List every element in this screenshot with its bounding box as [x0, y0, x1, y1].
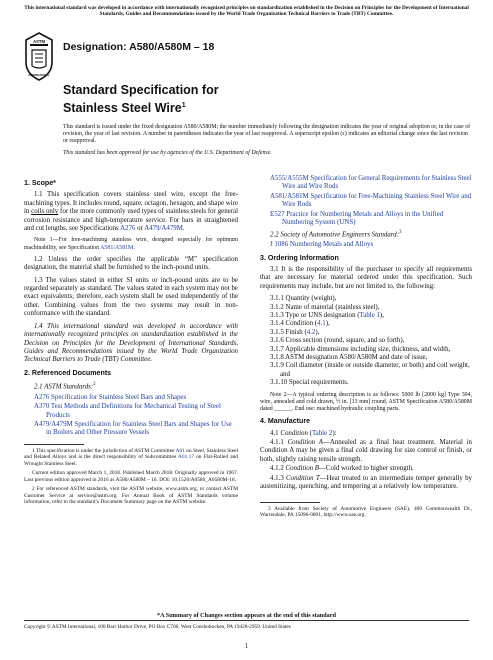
link-a581[interactable]: A581/A581M: [100, 244, 134, 251]
reference-list-left: [24, 394, 238, 438]
footnote-3: 3 Available from Society of Automotive Engineers (SAE), 400 Commonwealth Dr., Warrendale, PA 15096-0001, http://www.sae.org.: [260, 505, 472, 518]
reference-title: Test Methods and Definitions for Mechanical Testing of Steel Products: [46, 403, 221, 419]
reference-code-link[interactable]: A370: [34, 403, 50, 411]
title-line-1: Standard Specification for: [63, 83, 219, 97]
ordering-item-8: 3.1.8 ASTM designation A580/A580M and date of issue,: [270, 354, 428, 362]
ordering-item-7: 3.1.7 Applicable dimensions including size, thickness, and width,: [270, 345, 451, 353]
title-footnote-marker: 1: [181, 102, 186, 109]
standard-note: This standard is issued under the fixed designation A580/A580M; the number immediately following the designation indicates the year of original adoption or, in the case of revision, the year of last revision. A number in parentheses indicates the year of last reapproval. A superscript epsilon (ε) indicates an editorial change since the last revision or reapproval.: [63, 124, 471, 145]
footnote-divider: [24, 444, 84, 445]
svg-text:ASTM: ASTM: [33, 39, 45, 44]
ordering-item-3: 3.1.3 Type or UNS designation (Table 1),: [270, 311, 384, 319]
paragraph-1-3: 1.3 The values stated in either SI units or inch-pound units are to be regarded separately as standard. The values stated in each system may not be exact equivalents; therefore, each system shall be used independently of the other. Combining values from the two systems may result in non-conformance with the standard.: [24, 276, 238, 318]
paragraph-4-1-3: 4.1.3 Condition T—Heat treated to an intermediate temper generally by austenitizing, quenching, and tempering at a relatively low temperature.: [260, 474, 472, 491]
ordering-item-4: 3.1.4 Condition (4.1),: [270, 320, 330, 328]
designation: Designation: A580/A580M – 18: [63, 41, 215, 53]
note-1: Note 1—For free-machining stainless wire, designed especially for optimum machinability, see Specification A581/A581M.: [24, 237, 238, 251]
reference-title: Specification for Free-Machining Stainless Steel Wire and Wire Rods: [282, 192, 472, 209]
reference-title: Practice for Numbering Metals and Alloys in the Unified Numbering System (UNS): [282, 210, 444, 227]
summary-of-changes-notice: *A Summary of Changes section appears at the end of this standard: [157, 612, 336, 619]
link-a01-17[interactable]: A01.17: [178, 454, 195, 461]
paragraph-1-4: 1.4 This international standard was developed in accordance with internationally recognized principles on standardization established in the Decision on Principles for the Development of International Standards, Guides and Recommendations issued by the World Trade Organization Technical Barriers to Trade (TBT) Committee.: [24, 322, 238, 364]
reference-item-sae: J 1086 Numbering Metals and Alloys: [270, 241, 374, 249]
sae-subheading: 2.2 Society of Automotive Engineers Standard:$^3$: [270, 230, 402, 239]
right-column: [260, 175, 472, 522]
reference-code-link[interactable]: A276: [34, 393, 50, 401]
section-scope-heading: 1. Scope*: [24, 179, 56, 187]
astm-standards-subheading: 2.1 ASTM Standards:$^2$: [34, 382, 96, 391]
paragraph-3-1: 3.1 It is the responsibility of the purchaser to specify all requirements that are necessary for material ordered under this specification. Such requirements may include, but are not limited to, the following:: [260, 265, 472, 290]
reference-item: [24, 421, 238, 438]
section-refs-heading: 2. Referenced Documents: [24, 368, 112, 377]
section-manufacture-heading: 4. Manufacture: [260, 417, 311, 426]
footnote-divider-right: [260, 502, 320, 503]
reference-item: [260, 175, 472, 192]
reference-title: Specification for Stainless Steel Bars and Shapes: [51, 393, 187, 401]
link-table-2[interactable]: Table 2: [311, 429, 333, 437]
document-title: [63, 83, 219, 116]
link-j1086[interactable]: J 1086: [270, 241, 289, 249]
international-notice: This international standard was developed in accordance with internationally recognized principles on standardization established in the Decision on Principles for the Development of International Standards, Guides and Recommendations issued by the World Trade Organization Technical Barriers to Trade (TBT) Committee.: [24, 5, 469, 18]
ordering-item-6: 3.1.6 Cross section (round, square, and so forth),: [270, 337, 405, 345]
footnote-2: 2 For referenced ASTM standards, visit the ASTM website, www.astm.org, or contact ASTM Customer Service at service@astm.org. For Annual Book of ASTM Standards volume information, refer to the standard’s Document Summary page on the ASTM website.: [24, 486, 238, 506]
reference-item: [260, 193, 472, 210]
bottom-rule: [24, 620, 469, 621]
reference-title: Specification for General Requirements for Stainless Steel Wire and Wire Rods: [282, 175, 472, 191]
reference-code-link[interactable]: E527: [270, 210, 285, 218]
reference-item: [260, 211, 472, 228]
paragraph-1-1: 1.1 This specification covers stainless steel wire, except the free-machining types. It includes round, square, octagon, hexagon, and shape wire in coils only for the more commonly used types of stainless steels for general corrosion resistance and high-temperature service. For bars in straightened and cut lengths, see Specifications A276 or A479/A479M.: [24, 191, 239, 233]
link-a01[interactable]: A01: [175, 447, 185, 454]
footnote-1: 1 This specification is under the jurisdiction of ASTM Committee A01 on Steel, Stainless Steel and Related Alloys and is the direct responsibility of Subcommittee A01.17 on Flat-Rolled and Wrought Stainless Steel.: [24, 447, 238, 467]
title-line-2: Stainless Steel Wire$^1$: [63, 101, 186, 116]
reference-title: Specification for Stainless Steel Bars and Shapes for Use in Boilers and Other Pressure Vessels: [46, 421, 232, 437]
reference-code-link[interactable]: A581/A581M: [270, 192, 309, 200]
section-ordering-heading: 3. Ordering Information: [260, 253, 339, 262]
reference-item: [24, 394, 238, 402]
link-4-2[interactable]: 4.2: [306, 328, 316, 336]
link-4-1[interactable]: 4.1: [317, 320, 326, 328]
ordering-item-1: 3.1.1 Quantity (weight),: [270, 295, 337, 303]
astm-logo: [24, 32, 54, 82]
link-a276[interactable]: A276: [120, 225, 136, 233]
reference-item: [24, 403, 238, 420]
paragraph-4-1-2: 4.1.2 Condition B—Cold worked to higher strength.: [270, 465, 414, 473]
reference-list-right: [260, 175, 472, 227]
ordering-item-5: 3.1.5 Finish (4.2),: [270, 328, 320, 336]
footnote-1-edition: Current edition approved March 1, 2018. Published March 2018. Originally approved in 1967. Last previous edition approved in 2016 as A580/A580M – 16. DOI: 10.1520/A0580_A0580M-18.: [24, 470, 238, 483]
link-table-1[interactable]: Table 1: [359, 311, 380, 319]
reference-code-link[interactable]: A479/A479M: [34, 421, 73, 429]
copyright: Copyright © ASTM International, 100 Barr Harbor Drive, PO Box C700, West Conshohocken, PA 19428-2959. United States: [24, 624, 291, 630]
page-number: 1: [244, 642, 249, 650]
left-column: [24, 175, 238, 509]
dod-approval: This standard has been approved for use by agencies of the U.S. Department of Defense.: [63, 150, 272, 156]
svg-text:INTERNATIONAL: INTERNATIONAL: [28, 74, 50, 77]
ordering-item-2: 3.1.2 Name of material (stainless steel),: [270, 303, 380, 311]
paragraph-1-2: 1.2 Unless the order specifies the applicable “M” specification designation, the material shall be furnished to the inch-pound units.: [24, 255, 238, 272]
ordering-item-10: 3.1.10 Special requirements.: [270, 379, 349, 387]
link-a479[interactable]: A479/A479M: [144, 225, 183, 233]
paragraph-4-1: 4.1 Condition (Table 2):: [270, 429, 337, 437]
reference-code-link[interactable]: A555/A555M: [270, 175, 309, 182]
paragraph-4-1-1: 4.1.1 Condition A—Annealed as a final heat treatment. Material in Condition A may be given a final cold drawing for size control or finish, or both, slightly raising tensile strength.: [260, 439, 472, 463]
ordering-item-9: 3.1.9 Coil diameter (inside or outside diameter, or both) and coil weight, and: [270, 362, 470, 378]
note-2: Note 2—A typical ordering description is as follows: 5000 lb [2000 kg] Type 304, wire, annealed and cold drawn, ½ in. [13 mm] round, ASTM Specification A580/A580M dated ______. End use: machined hydraulic coupling parts.: [260, 391, 472, 413]
